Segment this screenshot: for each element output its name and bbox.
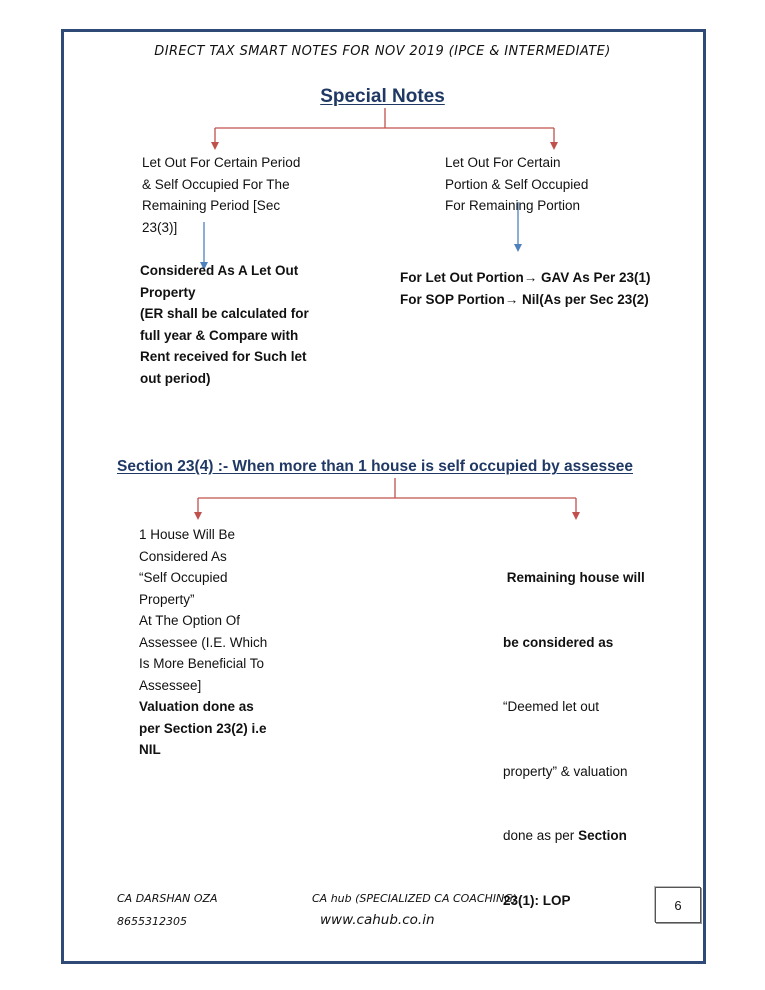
text-line: property” & valuation: [503, 763, 628, 779]
text-line: Remaining Period [Sec: [142, 198, 281, 213]
special-right-condition: [445, 152, 588, 217]
page-header: DIRECT TAX SMART NOTES FOR NOV 2019 (IPCE & INTERMEDIATE): [154, 44, 611, 59]
special-right-result: [400, 267, 651, 310]
text-line: Property: [140, 284, 196, 300]
text-line: “Deemed let out: [503, 699, 600, 714]
text-line: 23(3)]: [142, 219, 178, 235]
page-number: 6: [674, 897, 682, 913]
text-line: At The Option Of: [139, 613, 241, 628]
section-23-4-connector: [198, 478, 576, 516]
text-line: Valuation done as: [139, 699, 254, 714]
text-line: Portion & Self Occupied: [445, 176, 589, 192]
special-notes-connector: [215, 108, 554, 146]
footer-org: CA hub (SPECIALIZED CA COACHING): [312, 892, 518, 905]
footer-author: CA DARSHAN OZA: [117, 892, 218, 905]
special-left-result: [140, 260, 309, 389]
text-line: full year & Compare with: [140, 327, 299, 343]
section-23-4-heading: [117, 458, 633, 476]
text-line: Is More Beneficial To: [139, 656, 265, 671]
text-line: Considered As: [139, 548, 227, 564]
text-span: done as per: [503, 828, 579, 843]
text-line: per Section 23(2) i.e: [139, 720, 267, 736]
section-left-text: [139, 524, 267, 761]
text-line: For Remaining Portion: [445, 198, 581, 213]
text-span: Section: [578, 828, 627, 843]
text-line: (ER shall be calculated for: [140, 306, 309, 321]
text-line: Assessee]: [139, 677, 202, 693]
special-left-condition: [142, 152, 300, 238]
footer-phone: 8655312305: [117, 915, 187, 928]
page-number-box: [655, 887, 701, 923]
text-line: “Self Occupied: [139, 570, 228, 585]
text-line: Let Out For Certain: [445, 155, 561, 170]
text-line: be considered as: [503, 634, 614, 650]
text-line: 1 House Will Be: [139, 527, 236, 542]
text-line: NIL: [139, 742, 161, 757]
text-line: Remaining house will: [503, 570, 645, 585]
text-line: out period): [140, 370, 211, 386]
text-line: [503, 825, 645, 847]
section-label: Section 23(4) :-: [117, 458, 229, 475]
text-line: Let Out For Certain Period: [142, 155, 301, 170]
text-line: Property”: [139, 591, 195, 607]
text-line: Assessee (I.E. Which: [139, 634, 268, 650]
special-notes-title: Special Notes: [320, 86, 445, 107]
text-line: 23(1): LOP: [503, 892, 571, 908]
section-right-text: [503, 524, 645, 933]
text-line: For SOP Portion→ Nil(As per Sec 23(2): [400, 291, 649, 307]
text-line: Considered As A Let Out: [140, 263, 299, 278]
section-title: When more than 1 house is self occupied by assessee: [232, 458, 633, 475]
text-line: For Let Out Portion→ GAV As Per 23(1): [400, 270, 651, 285]
text-line: Rent received for Such let: [140, 349, 307, 364]
text-line: & Self Occupied For The: [142, 176, 290, 192]
footer-website[interactable]: www.cahub.co.in: [320, 912, 435, 928]
